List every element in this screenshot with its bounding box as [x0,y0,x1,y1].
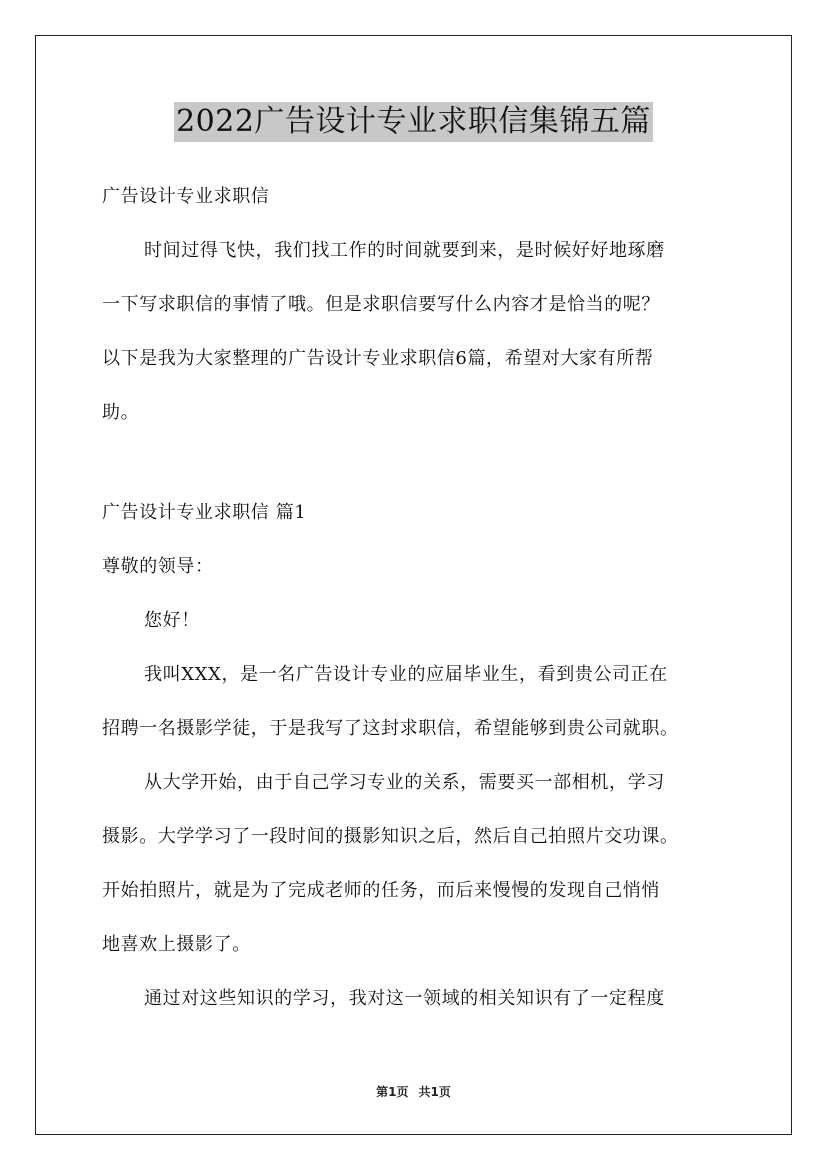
page-number: 第1页 [376,1085,409,1099]
paragraph-line: 我叫XXX，是一名广告设计专业的应届毕业生，看到贵公司正在 [144,664,668,685]
intro-line: 时间过得飞快，我们找工作的时间就要到来，是时候好好地琢磨 [144,240,665,261]
intro-line: 一下写求职信的事情了哦。但是求职信要写什么内容才是恰当的呢？ [102,294,660,315]
intro-line: 助。 [102,402,140,423]
paragraph-line: 招聘一名摄影学徒，于是我写了这封求职信，希望能够到贵公司就职。 [102,718,679,739]
document-body [102,170,742,1026]
title-container [0,102,827,142]
salutation: 尊敬的领导： [102,556,214,577]
greeting: 您好！ [144,610,200,631]
paragraph-line: 开始拍照片，就是为了完成老师的任务，而后来慢慢的发现自己悄悄 [102,880,660,901]
paragraph-gap [102,440,742,486]
paragraph-line: 从大学开始，由于自己学习专业的关系，需要买一部相机，学习 [144,772,665,793]
letter-heading: 广告设计专业求职信 篇1 [102,502,307,523]
intro-line: 以下是我为大家整理的广告设计专业求职信6篇，希望对大家有所帮 [102,348,654,369]
paragraph-line: 摄影。大学学习了一段时间的摄影知识之后，然后自己拍照片交功课。 [102,826,679,847]
paragraph-line: 通过对这些知识的学习，我对这一领域的相关知识有了一定程度 [144,988,665,1009]
paragraph-line: 地喜欢上摄影了。 [102,934,251,955]
page-footer [0,1083,827,1100]
page-count: 共1页 [418,1085,451,1099]
document-title: 2022广告设计专业求职信集锦五篇 [174,102,653,142]
section-heading: 广告设计专业求职信 [102,186,270,207]
